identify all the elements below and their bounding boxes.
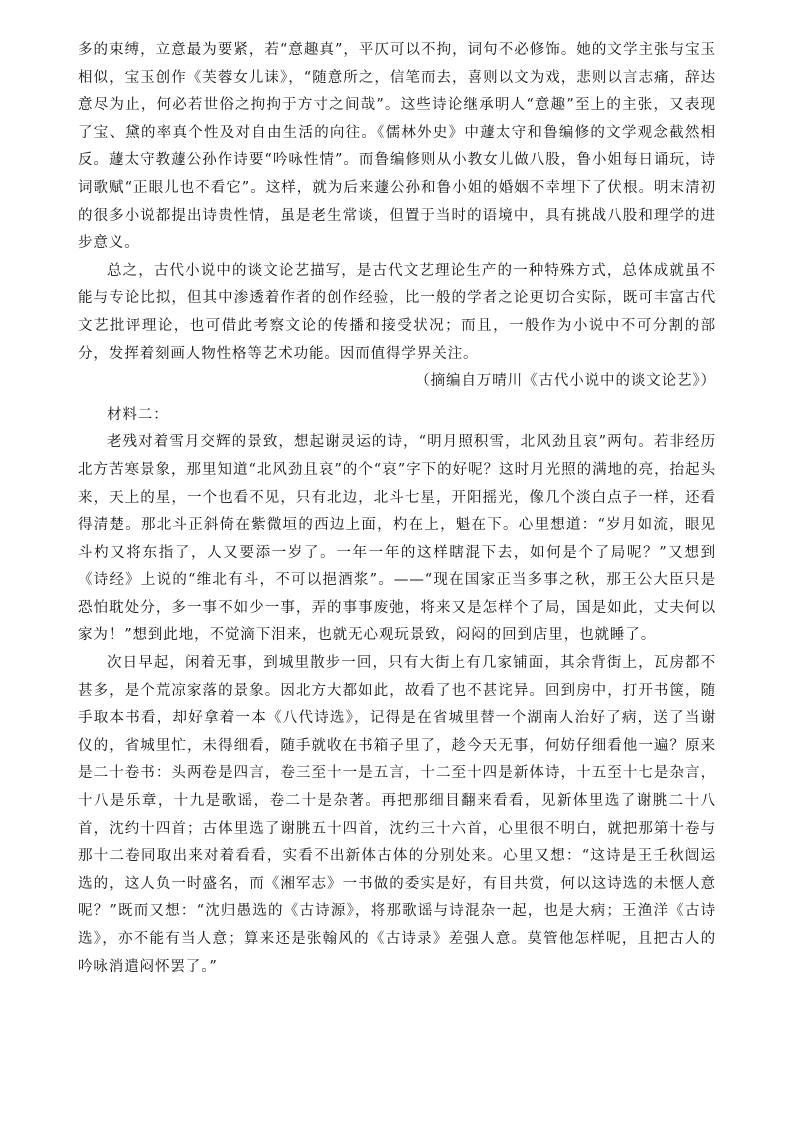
material2-paragraph-1: 老残对着雪月交辉的景致，想起谢灵运的诗，“明月照积雪，北风劲且哀”两句。若非经历北方苦寒景象，那里知道“北风劲且哀”的个“哀”字下的好呢？这时月光照的满地的亮，抬起头来，天上的星，一个也看不见，只有北边，北斗七星，开阳摇光，像几个淡白点子一样，还看得清楚。那北斗正斜倚在紫微垣的西边上面，杓在上，魁在下。心里想道：“岁月如流，眼见斗杓又将东指了，人又要添一岁了。一年一年的这样瞎混下去，如何是个了局呢？”又想到《诗经》上说的“维北有斗，不可以挹酒浆”。——“现在国家正当多事之秋，那王公大臣只是恐怕耽处分，多一事不如少一事，弄的事事废弛，将来又是怎样个了局，国是如此，丈夫何以家为！”想到此地，不觉滴下泪来，也就无心观玩景致，闷闷的回到店里，也就睡了。 [78, 434, 716, 644]
material1-paragraph-continued: 多的束缚，立意最为要紧，若“意趣真”，平仄可以不拘，词句不必修饰。她的文学主张与宝玉相似，宝玉创作《芙蓉女儿诔》，“随意所之，信笔而去，喜则以文为戏，悲则以言志痛，辞达意尽为止，何必若世俗之拘拘于方寸之间哉”。这些诗论继承明人“意趣”至上的主张，又表现了宝、黛的率真个性及对自由生活的向往。《儒林外史》中蘧太守和鲁编修的文学观念截然相反。蘧太守教蘧公孙作诗要“吟咏性情”。而鲁编修则从小教女儿做八股，鲁小姐每日诵玩，诗词歌赋“正眼儿也不看它”。这样，就为后来蘧公孙和鲁小姐的婚姻不幸埋下了伏根。明末清初的很多小说都提出诗贵性情，虽是老生常谈，但置于当时的语境中，具有挑战八股和理学的进步意义。 [78, 42, 716, 252]
material1-source-citation: （摘编自万晴川《古代小说中的谈文论艺》） [415, 373, 716, 390]
document-body [78, 37, 716, 981]
material2-paragraph-2: 次日早起，闲着无事，到城里散步一回，只有大街上有几家铺面，其余背街上，瓦房都不甚多，是个荒凉家落的景象。因北方大都如此，故看了也不甚诧异。回到房中，打开书箧，随手取本书看，却好拿着一本《八代诗选》，记得是在省城里替一个湖南人治好了病，送了当谢仪的，省城里忙，未得细看，随手就收在书箱子里了，趁今天无事，何妨仔细看他一遍？原来是二十卷书：头两卷是四言，卷三至十一是五言，十二至十四是新体诗，十五至十七是杂言，十八是乐章，十九是歌谣，卷二十是杂著。再把那细目翻来看看，见新体里选了谢朓二十八首，沈约十四首；古体里选了谢朓五十四首，沈约三十六首，心里很不明白，就把那第十卷与那十二卷同取出来对着看看，实看不出新体古体的分别处来。心里又想：“这诗是王壬秋闿运选的，这人负一时盛名，而《湘军志》一书做的委实是好，有目共赏，何以这诗选的未惬人意呢？”既而又想：“沈归愚选的《古诗源》，将那歌谣与诗混杂一起，也是大病；王渔洋《古诗选》，亦不能有当人意；算来还是张翰风的《古诗录》差强人意。莫管他怎样呢，且把古人的吟咏消遣闷怀罢了。” [78, 655, 716, 975]
material2-label: 材料二： [107, 406, 169, 423]
material1-paragraph-conclusion: 总之，古代小说中的谈文论艺描写，是古代文艺理论生产的一种特殊方式，总体成就虽不能与专论比拟，但其中渗透着作者的创作经验，比一般的学者之论更切合实际，既可丰富古代文艺批评理论，也可借此考察文论的传播和接受状况；而且，一般作为小说中不可分割的部分，发挥着刻画人物性格等艺术功能。因而值得学界关注。 [78, 262, 716, 362]
